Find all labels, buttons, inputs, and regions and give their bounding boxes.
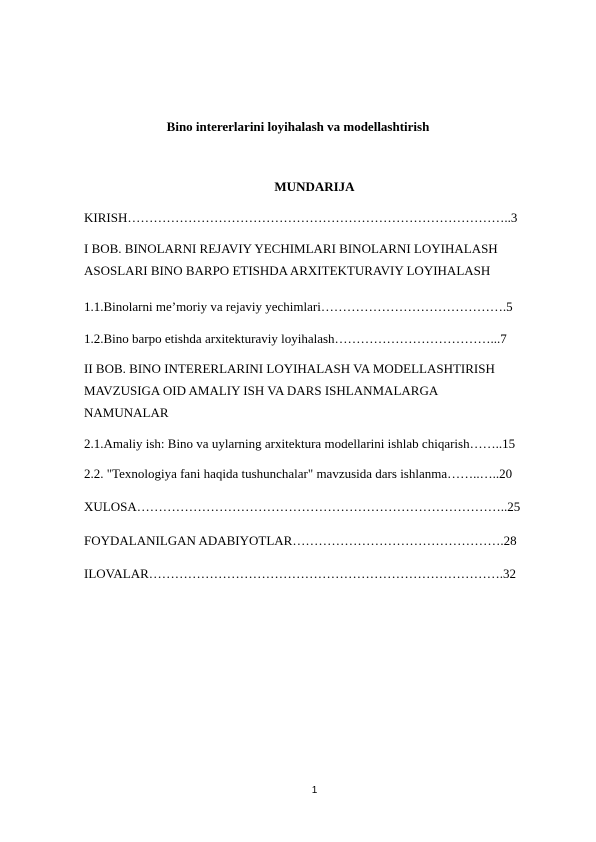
toc-entry-line: I BOB. BINOLARNI REJAVIY YECHIMLARI BINOLARNI LOYIHALASH <box>84 241 498 256</box>
toc-word: II <box>84 361 93 376</box>
toc-word: INTERERLARINI <box>164 361 264 376</box>
toc-entry-justified-line <box>84 380 550 402</box>
toc-entry-text: 1.2.Bino barpo etishda arxitekturaviy loyihalash………………………………...7 <box>84 331 507 346</box>
toc-entry-xulosa[interactable] <box>84 499 550 515</box>
toc-word: ISHLANMALARGA <box>324 383 439 398</box>
toc-entry-text: ILOVALAR……………………………………………………………………….32 <box>84 566 517 581</box>
toc-entry-text: FOYDALANILGAN ADABIYOTLAR………………………………………….28 <box>84 533 517 548</box>
toc-entry-text: 2.2. "Texnologiya fani haqida tushunchalar" mavzusida dars ishlanma……..…..20 <box>84 466 513 481</box>
toc-entry-adabiyotlar[interactable] <box>84 533 550 549</box>
toc-entry-text: XULOSA…………………………………………………………………………..25 <box>84 499 521 514</box>
toc-word: VA <box>267 383 284 398</box>
toc-entry-2-1[interactable] <box>84 436 550 452</box>
toc-word: VA <box>353 361 370 376</box>
toc-entry-chapter-1[interactable] <box>84 238 550 282</box>
toc-word: BINO <box>129 361 161 376</box>
toc-word: LOYIHALASH <box>266 361 351 376</box>
toc-word: ISH <box>243 383 265 398</box>
toc-entry-text: 1.1.Binolarni me’moriy va rejaviy yechimlari…………………………………….5 <box>84 299 513 314</box>
toc-entry-2-2[interactable] <box>84 466 550 482</box>
toc-entry-ilovalar[interactable] <box>84 566 550 582</box>
toc-heading: MUNDARIJA <box>274 179 355 194</box>
toc-word: BOB. <box>95 361 126 376</box>
toc-entry-1-2[interactable] <box>84 331 550 347</box>
toc-entry-justified-line <box>84 358 550 380</box>
toc-entry-chapter-2[interactable] <box>84 358 550 424</box>
toc-entry-line: ASOSLARI BINO BARPO ETISHDA ARXITEKTURAVIY LOYIHALASH <box>84 263 491 278</box>
toc-word: DARS <box>286 383 322 398</box>
toc-word: OID <box>162 383 186 398</box>
toc-word: MODELLASHTIRISH <box>372 361 495 376</box>
document-title: Bino intererlarini loyihalash va modellashtirish <box>166 119 430 134</box>
toc-entry-text: KIRISH……………………………………………………………………………..3 <box>84 210 518 225</box>
page-number: 1 <box>311 785 318 796</box>
toc-word: MAVZUSIGA <box>84 383 160 398</box>
toc-entry-1-1[interactable] <box>84 299 550 315</box>
toc-word: AMALIY <box>188 383 241 398</box>
toc-entry-kirish[interactable] <box>84 210 550 226</box>
toc-entry-text: 2.1.Amaliy ish: Bino va uylarning arxitektura modellarini ishlab chiqarish……..15 <box>84 436 516 451</box>
toc-entry-line: NAMUNALAR <box>84 405 169 420</box>
